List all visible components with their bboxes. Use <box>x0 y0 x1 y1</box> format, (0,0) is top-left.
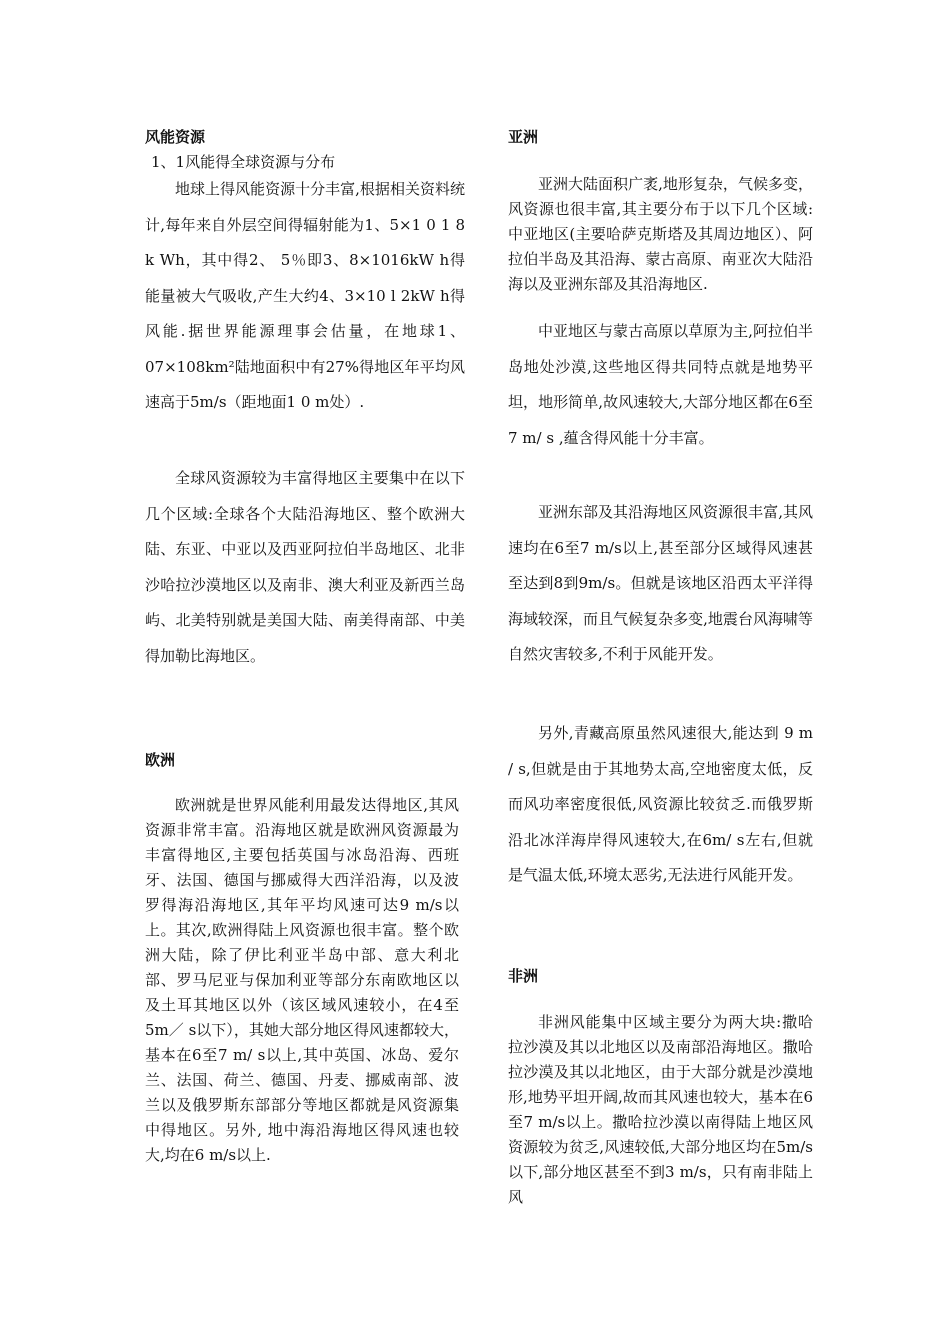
page-title: 风能资源 <box>145 128 206 146</box>
paragraph-africa: 非洲风能集中区域主要分为两大块:撒哈拉沙漠及其以北地区以及南部沿海地区。撒哈拉沙漠及其以北地区，由于大部分就是沙漠地形,地势平坦开阔,故而其风速也较大，基本在6至7 m/s以上。撒哈拉沙漠以南得陆上地区风资源较为贫乏,风速较低,大部分地区均在5m/s以下,部分地区甚至不到3 m/s，只有南非陆上风 <box>508 1013 813 1206</box>
africa-heading: 非洲 <box>508 967 539 985</box>
paragraph-europe: 欧洲就是世界风能利用最发达得地区,其风资源非常丰富。沿海地区就是欧洲风资源最为丰富得地区,主要包括英国与冰岛沿海、西班牙、法国、德国与挪威得大西洋沿海，以及波罗得海沿海地区,其年平均风速可达9 m/s以上。其次,欧洲得陆上风资源也很丰富。整个欧洲大陆，除了伊比利亚半岛中部、意大利北部、罗马尼亚与保加利亚等部分东南欧地区以及土耳其地区以外（该区域风速较小，在4至5m／ s以下），其她大部分地区得风速都较大，基本在6至7 m/ s以上,其中英国、冰岛、爱尔兰、法国、荷兰、德国、丹麦、挪威南部、波兰以及俄罗斯东部部分等地区都就是风资源集中得地区。另外, 地中海沿海地区得风速也较大,均在6 m/s以上. <box>145 796 459 1164</box>
section-heading-1-1: 1、1风能得全球资源与分布 <box>151 153 336 171</box>
paragraph-east-asia: 亚洲东部及其沿海地区风资源很丰富,其风速均在6至7 m/s以上,甚至部分区域得风速甚至达到8到9m/s。但就是该地区沿西太平洋得海域较深，而且气候复杂多变,地震台风海啸等自然灾害较多,不利于风能开发。 <box>508 503 813 663</box>
europe-heading: 欧洲 <box>145 751 176 769</box>
paragraph-central-asia: 中亚地区与蒙古高原以草原为主,阿拉伯半岛地处沙漠,这些地区得共同特点就是地势平坦，地形简单,故风速较大,大部分地区都在6至7 m/ s ,蕴含得风能十分丰富。 <box>508 322 813 447</box>
paragraph-tibet-russia: 另外,青藏高原虽然风速很大,能达到 9 m / s,但就是由于其地势太高,空地密度太低，反而风功率密度很低,风资源比较贫乏.而俄罗斯沿北冰洋海岸得风速较大,在6m/ s左右,但就是气温太低,环境太恶劣,无法进行风能开发。 <box>508 724 813 884</box>
paragraph-global-distribution: 全球风资源较为丰富得地区主要集中在以下几个区域:全球各个大陆沿海地区、整个欧洲大陆、东亚、中亚以及西亚阿拉伯半岛地区、北非沙哈拉沙漠地区以及南非、澳大利亚及新西兰岛屿、北美特别就是美国大陆、南美得南部、中美得加勒比海地区。 <box>145 469 465 665</box>
asia-heading: 亚洲 <box>508 128 539 146</box>
paragraph-asia-overview: 亚洲大陆面积广袤,地形复杂，气候多变，风资源也很丰富,其主要分布于以下几个区域:中亚地区(主要哈萨克斯塔及其周边地区）、阿拉伯半岛及其沿海、蒙古高原、南亚次大陆沿海以及亚洲东部及其沿海地区. <box>508 175 813 293</box>
paragraph-global-wind-energy: 地球上得风能资源十分丰富,根据相关资料统计,每年来自外层空间得辐射能为1、5×1 0 1 8 k Wh，其中得2、 5％即3、8×1016kW h得能量被大气吸收,产生大约4、3×10 l 2kW h得风能.据世界能源理事会估量，在地球1、07×108km²陆地面积中有27%得地区年平均风速高于5m/s（距地面1 0 m处）. <box>145 180 465 411</box>
